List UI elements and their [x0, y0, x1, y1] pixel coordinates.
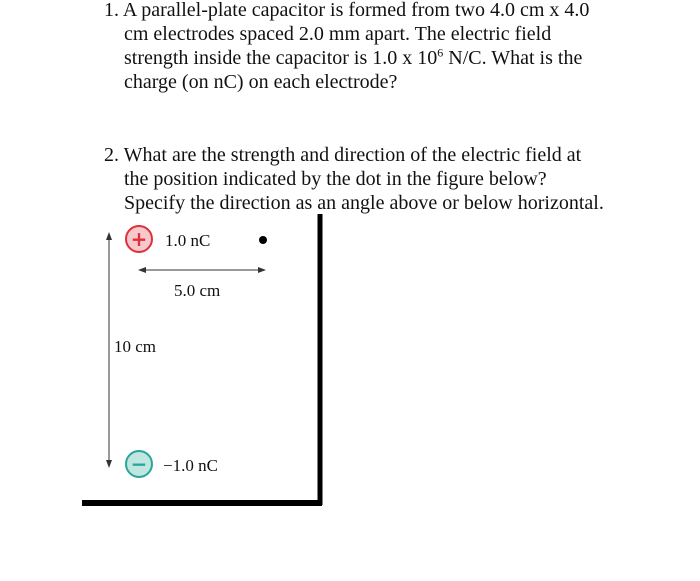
- problem-2-line-2: the position indicated by the dot in the figure below?: [124, 168, 547, 190]
- problem-1-line-4: charge (on nC) on each electrode?: [124, 71, 398, 93]
- negative-charge-label: −1.0 nC: [163, 456, 218, 475]
- negative-sign: −: [130, 452, 148, 476]
- problem-2-text-1: What are the strength and direction of the electric field at: [123, 144, 582, 166]
- horizontal-distance-label: 5.0 cm: [174, 281, 221, 300]
- field-point-dot: [259, 236, 267, 244]
- vertical-distance-label: 10 cm: [114, 337, 157, 356]
- problem-2-number: 2.: [104, 144, 119, 166]
- problem-1-text-3a: strength inside the capacitor is 1.0 x 10: [124, 47, 438, 69]
- exponent: 6: [437, 45, 444, 60]
- problem-1-line-2: cm electrodes spaced 2.0 mm apart. The electric field: [124, 23, 552, 45]
- horizontal-arrow-left: [138, 267, 146, 273]
- positive-sign: +: [130, 227, 148, 251]
- problem-2-line-3: Specify the direction as an angle above or below horizontal.: [124, 192, 604, 214]
- vertical-arrow-up: [106, 232, 112, 240]
- vertical-arrow-down: [106, 460, 112, 468]
- positive-charge-label: 1.0 nC: [165, 231, 211, 250]
- horizontal-arrow-right: [258, 267, 266, 273]
- problem-1-text-3b: N/C. What is the: [443, 47, 583, 69]
- problem-1-text-1: A parallel-plate capacitor is formed from two 4.0 cm x 4.0: [122, 0, 590, 21]
- problem-1-number: 1.: [104, 0, 119, 21]
